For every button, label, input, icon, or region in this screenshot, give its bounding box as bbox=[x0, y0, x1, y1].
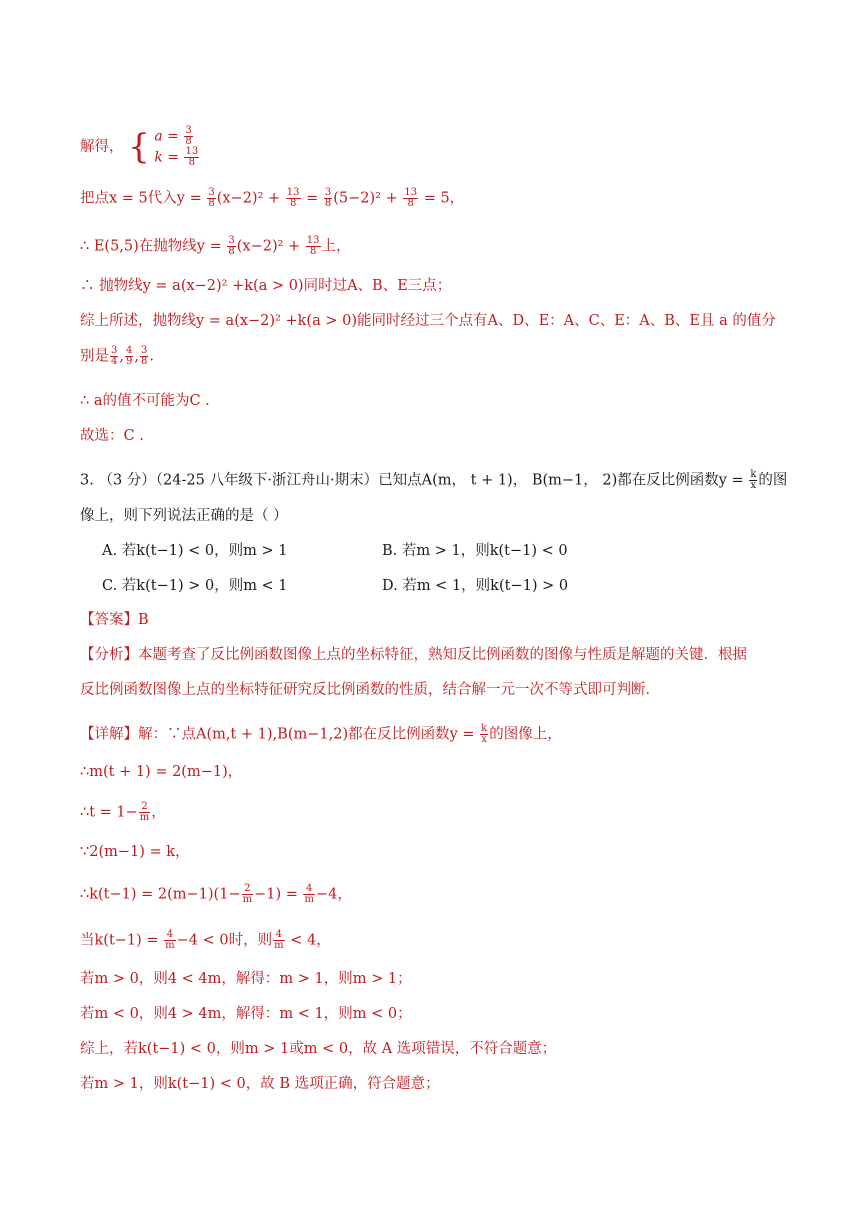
option-b: B. 若m > 1，则k(t−1) < 0 bbox=[382, 543, 568, 559]
option-a: A. 若k(t−1) < 0，则m > 1 bbox=[102, 543, 288, 559]
text: 解得， bbox=[80, 139, 124, 155]
analysis-line-2: 反比例函数图像上点的坐标特征研究反比例函数的性质，结合解一元一次不等式即可判断． bbox=[80, 682, 660, 698]
conclusion-line: ∴ a的值不可能为C . bbox=[80, 393, 210, 409]
equation-system bbox=[154, 126, 200, 168]
choice-line: 故选：C . bbox=[80, 428, 144, 444]
step-4: ∴k(t−1) = 2(m−1)(1− $\frac{2}{m}$ −1) = $\frac{4}{m}$ −4， bbox=[80, 883, 352, 905]
step-6: 若m > 0，则4 < 4m，解得：m > 1，则m > 1； bbox=[80, 971, 412, 987]
analysis-line-1: 【分析】本题考查了反比例函数图像上点的坐标特征，熟知反比例函数的图像与性质是解题的关键．根据 bbox=[80, 647, 747, 663]
step-9: 若m > 1，则k(t−1) < 0，故 B 选项正确，符合题意； bbox=[80, 1076, 440, 1092]
eq-a: a = $\frac{3}{8}$ bbox=[154, 125, 192, 147]
values-line: 别是 $\frac{3}{4}$ , $\frac{4}{9}$ , $\frac{3}{8}$ . bbox=[80, 345, 154, 367]
summary-line: 综上所述，抛物线y = a(x−2)² +k(a > 0)能同时经过三个点有A、D、E：A、C、E：A、B、E且 a 的值分 bbox=[80, 313, 776, 329]
question-3-stem-cont: 像上，则下列说法正确的是（ ） bbox=[80, 508, 288, 524]
parabola-abe-line: ∴ 抛物线y = a(x−2)² +k(a > 0)同时过A、B、E三点； bbox=[80, 278, 452, 294]
answer-line: 【答案】B bbox=[80, 612, 149, 628]
question-3-stem: 3. （3 分）（24-25 八年级下·浙江舟山·期末）已知点A(m， t + 1)， B(m−1， 2)都在反比例函数y = $\frac{k}{x}$ 的图 bbox=[80, 469, 788, 491]
option-c: C. 若k(t−1) > 0，则m < 1 bbox=[102, 578, 288, 594]
point-e-line: ∴ E(5,5)在抛物线y = $\frac{3}{8}$ (x−2)² + $\frac{13}{8}$ 上， bbox=[80, 235, 351, 257]
step-1: ∴m(t + 1) = 2(m−1)， bbox=[80, 764, 243, 780]
detail-line: 【详解】解：∵点A(m,t + 1),B(m−1,2)都在反比例函数y = $\frac{k}{x}$ 的图像上， bbox=[80, 723, 562, 745]
step-7: 若m < 0，则4 > 4m，解得：m < 1，则m < 0； bbox=[80, 1006, 412, 1022]
step-5: 当k(t−1) = $\frac{4}{m}$ −4 < 0时，则 $\frac{4}{m}$ < 4， bbox=[80, 929, 331, 951]
step-8: 综上，若k(t−1) < 0，则m > 1或m < 0，故 A 选项错误，不符合题意； bbox=[80, 1041, 557, 1057]
eq-k: k = $\frac{13}{8}$ bbox=[154, 146, 199, 168]
brace: { bbox=[128, 127, 150, 167]
option-d: D. 若m < 1，则k(t−1) > 0 bbox=[382, 578, 569, 594]
step-2: ∴t = 1− $\frac{2}{m}$ ， bbox=[80, 801, 166, 823]
substitute-line: 把点x = 5代入y = $\frac{3}{8}$ (x−2)² + $\frac{13}{8}$ = $\frac{3}{8}$ (5−2)² + $\frac{13}{8}$ = 5， bbox=[80, 187, 465, 209]
solution-system-line bbox=[80, 126, 808, 168]
step-3: ∵2(m−1) = k， bbox=[80, 844, 190, 860]
